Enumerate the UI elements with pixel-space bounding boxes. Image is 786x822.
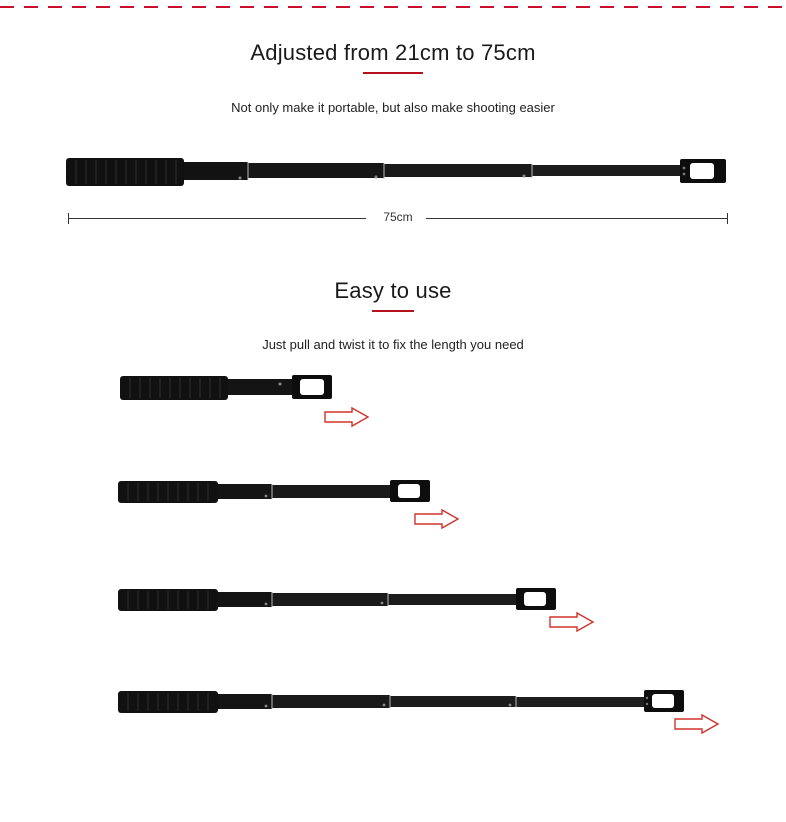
pole-stage-4-icon xyxy=(118,688,686,718)
measure-end-tick xyxy=(727,213,728,224)
outline-right-arrow-icon xyxy=(549,612,595,632)
pole-stage-1-icon xyxy=(120,372,334,404)
length-section-title: Adjusted from 21cm to 75cm xyxy=(250,40,536,65)
length-section-subtitle: Not only make it portable, but also make shooting easier xyxy=(231,100,555,115)
use-section-subtitle: Just pull and twist it to fix the length you need xyxy=(262,337,524,352)
outline-right-arrow-icon xyxy=(414,509,460,529)
length-title-underline xyxy=(363,72,423,74)
top-dashed-divider xyxy=(0,6,786,8)
use-title-underline xyxy=(372,310,414,312)
measure-line-right xyxy=(426,218,728,219)
outline-right-arrow-icon xyxy=(674,714,720,734)
pole-stage-3-icon xyxy=(118,586,558,616)
pole-stage-2-icon xyxy=(118,478,432,508)
measure-label: 75cm xyxy=(383,210,413,224)
length-measure xyxy=(68,210,728,228)
telescopic-pole-icon xyxy=(66,150,730,192)
use-section-title: Easy to use xyxy=(334,278,452,303)
outline-right-arrow-icon xyxy=(324,407,370,427)
